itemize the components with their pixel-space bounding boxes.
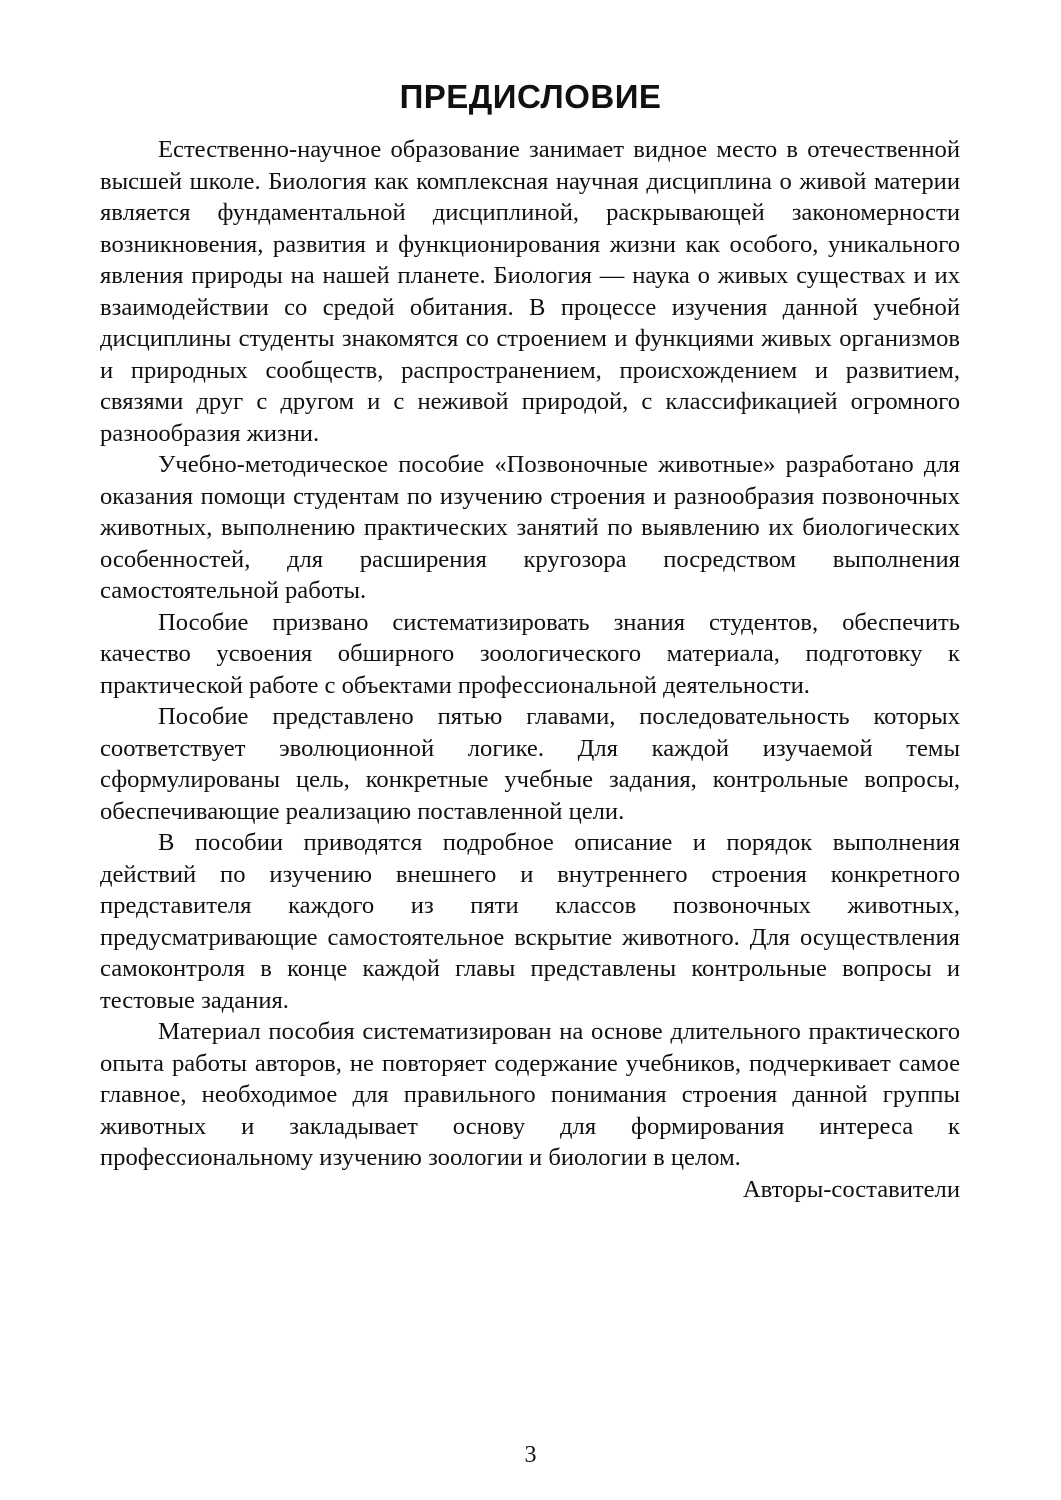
paragraph-6: Материал пособия систематизирован на основе длительного практического опыта работы авторов, не повторяет содержание учебников, подчеркивает самое главное, необходимое для правильного понимания строения данной группы животных и закладывает основу для формирования интереса к профессиональному изучению зоологии и биологии в целом. [100, 1018, 960, 1171]
preface-body [100, 134, 960, 1205]
paragraph-1: Естественно-научное образование занимает видное место в отечественной высшей школе. Биология как комплексная научная дисциплина о живой материи является фундаментальной дисциплиной, раскрывающей закономерности возникновения, развития и функционирования жизни как особого, уникального явления природы на нашей планете. Биология — наука о живых существах и их взаимодействии со средой обитания. В процессе изучения данной учебной дисциплины студенты знакомятся со строением и функциями живых организмов и природных сообществ, распространением, происхождением и развитием, связями друг с другом и с неживой природой, с классификацией огромного разнообразия жизни. [100, 136, 960, 447]
paragraph-5: В пособии приводятся подробное описание и порядок выполнения действий по изучению внешнего и внутреннего строения конкретного представителя каждого из пяти классов позвоночных животных, предусматривающие самостоятельное вскрытие животного. Для осуществления самоконтроля в конце каждой главы представлены контрольные вопросы и тестовые задания. [100, 829, 960, 1014]
signature: Авторы-составители [742, 1175, 960, 1203]
page-title: ПРЕДИСЛОВИЕ [399, 78, 662, 115]
paragraph-3: Пособие призвано систематизировать знания студентов, обеспечить качество усвоения обширного зоологического материала, подготовку к практической работе с объектами профессиональной деятельности. [100, 608, 960, 699]
page-number: 3 [524, 1442, 537, 1468]
paragraph-2: Учебно-методическое пособие «Позвоночные животные» разработано для оказания помощи студентам по изучению строения и разнообразия позвоночных животных, выполнению практических занятий по выявлению их биологических особенностей, для расширения кругозора посредством выполнения самостоятельной работы. [100, 451, 960, 604]
paragraph-4: Пособие представлено пятью главами, последовательность которых соответствует эволюционной логике. Для каждой изучаемой темы сформулированы цель, конкретные учебные задания, контрольные вопросы, обеспечивающие реализацию поставленной цели. [100, 703, 960, 825]
